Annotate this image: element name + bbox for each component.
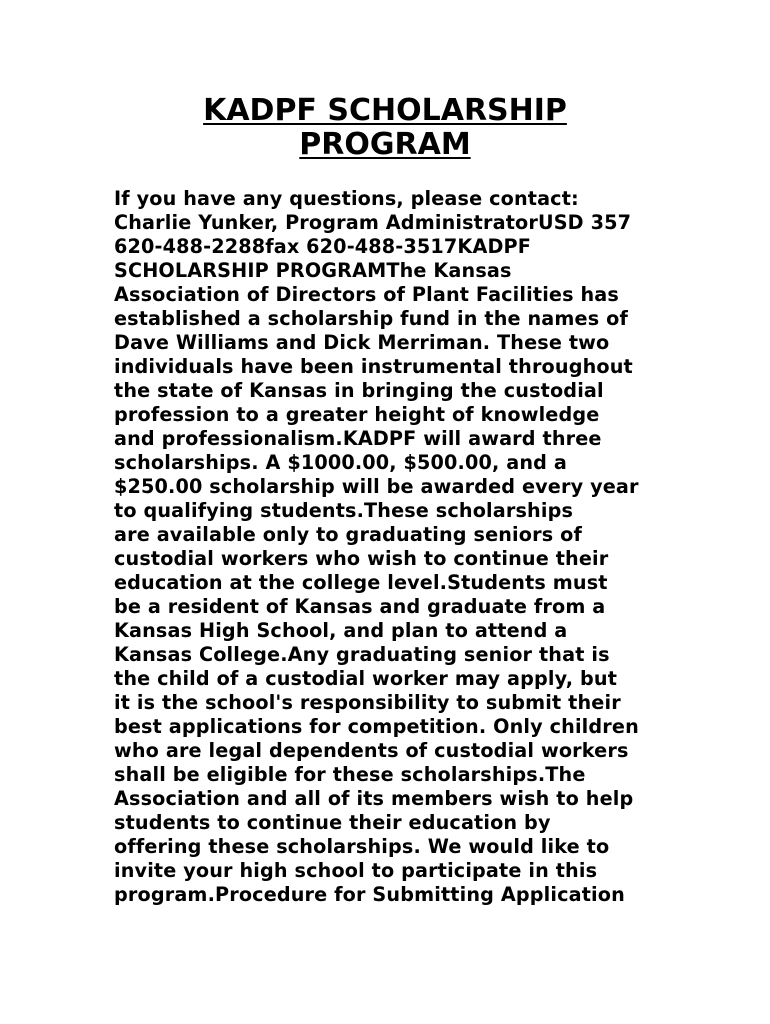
body-line: custodial workers who wish to continue their	[114, 547, 609, 570]
body-paragraph	[114, 187, 666, 907]
body-line: and professionalism.KADPF will award three	[114, 427, 602, 450]
body-line: SCHOLARSHIP PROGRAMThe Kansas	[114, 259, 512, 282]
body-line: the child of a custodial worker may apply, but	[114, 667, 618, 690]
body-line: Charlie Yunker, Program AdministratorUSD 357	[114, 211, 632, 234]
body-line: Association and all of its members wish to help	[114, 787, 634, 810]
body-line: If you have any questions, please contact:	[114, 187, 579, 210]
title-line-2: PROGRAM	[299, 127, 471, 162]
body-line: offering these scholarships. We would like to	[114, 835, 610, 858]
body-line: best applications for competition. Only children	[114, 715, 639, 738]
body-line: invite your high school to participate in this	[114, 859, 598, 882]
body-line: 620-488-2288fax 620-488-3517KADPF	[114, 235, 531, 258]
body-line: profession to a greater height of knowledge	[114, 403, 600, 426]
body-line: education at the college level.Students must	[114, 571, 608, 594]
body-line: individuals have been instrumental throughout	[114, 355, 633, 378]
body-line: scholarships. A $1000.00, $500.00, and a	[114, 451, 567, 474]
body-line: shall be eligible for these scholarships.The	[114, 763, 586, 786]
body-line: to qualifying students.These scholarships	[114, 499, 574, 522]
body-line: the state of Kansas in bringing the custodial	[114, 379, 604, 402]
body-line: Association of Directors of Plant Facilities has	[114, 283, 619, 306]
body-line: Kansas College.Any graduating senior that is	[114, 643, 610, 666]
body-line: established a scholarship fund in the names of	[114, 307, 628, 330]
body-line: it is the school's responsibility to submit their	[114, 691, 621, 714]
body-line: Dave Williams and Dick Merriman. These two	[114, 331, 610, 354]
body-line: program.Procedure for Submitting Application	[114, 883, 625, 906]
body-line: who are legal dependents of custodial workers	[114, 739, 629, 762]
body-line: $250.00 scholarship will be awarded every year	[114, 475, 639, 498]
body-line: students to continue their education by	[114, 811, 551, 834]
body-line: are available only to graduating seniors of	[114, 523, 582, 546]
body-line: be a resident of Kansas and graduate from a	[114, 595, 606, 618]
title-line-1: KADPF SCHOLARSHIP	[203, 93, 567, 128]
body-line: Kansas High School, and plan to attend a	[114, 619, 568, 642]
document-title	[100, 94, 670, 162]
